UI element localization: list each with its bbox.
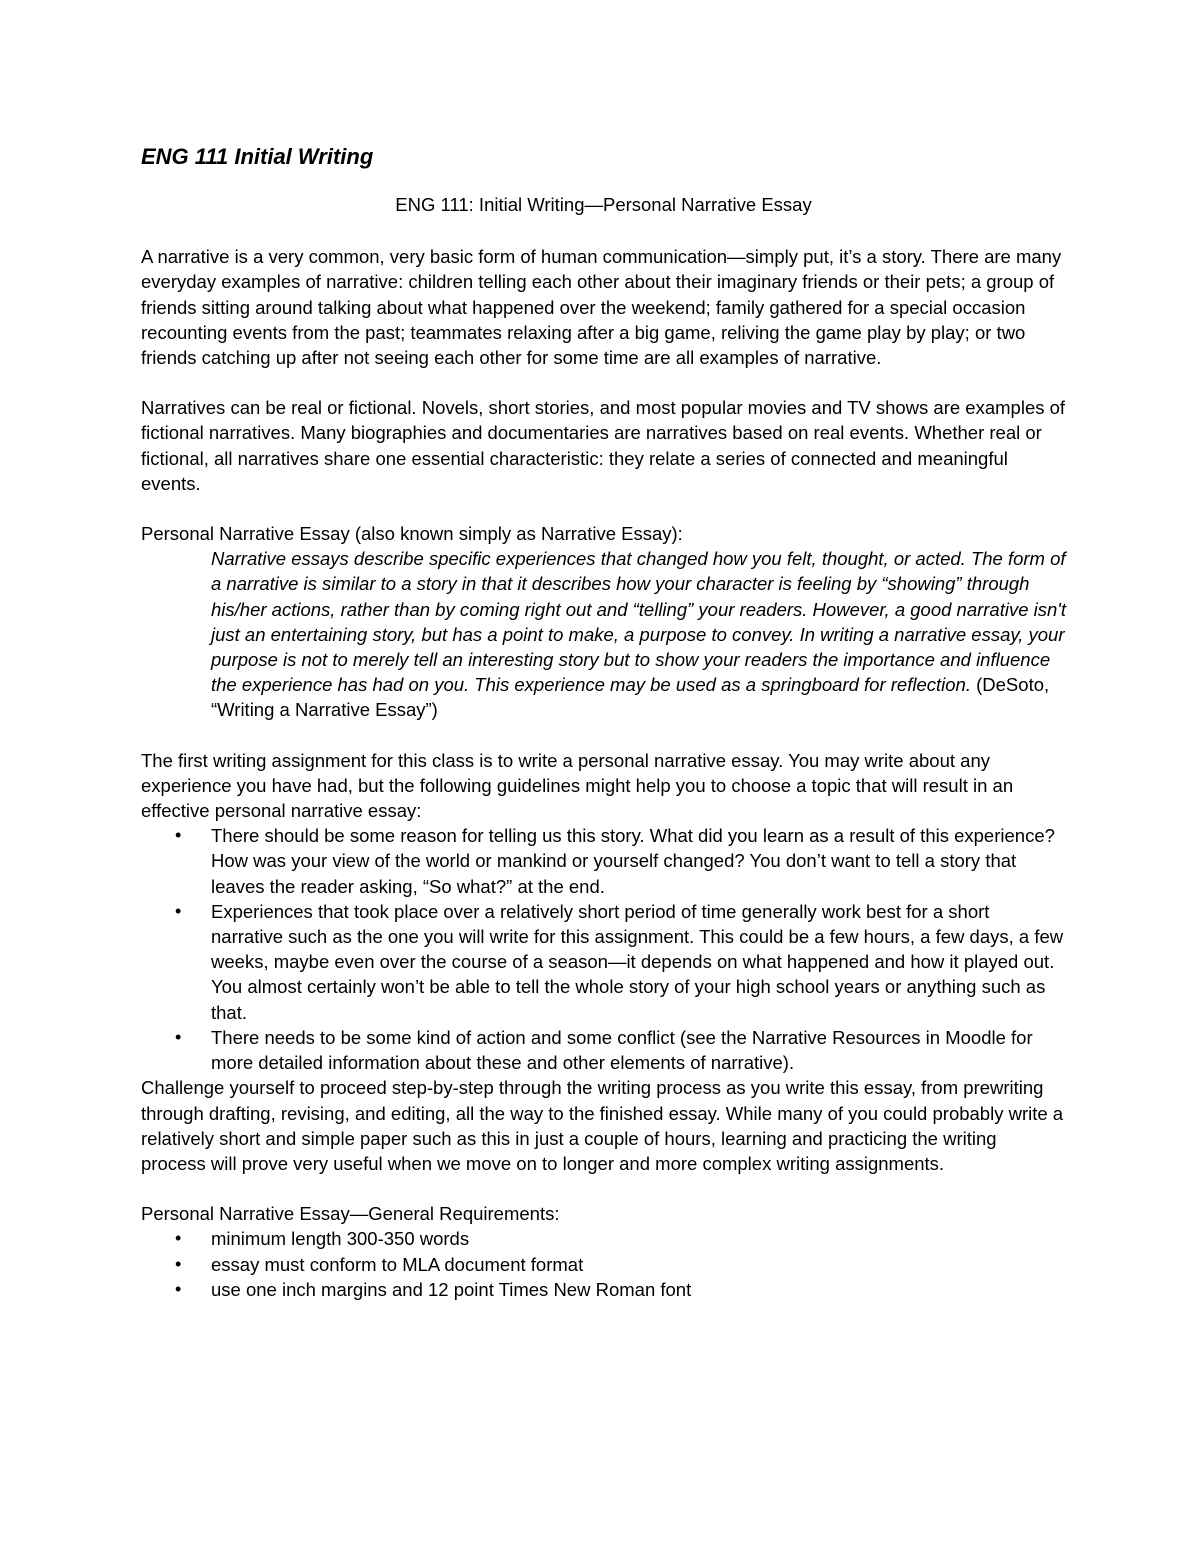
guidelines-list [141,823,1066,1075]
list-item: • There needs to be some kind of action and some conflict (see the Narrative Resources in Moodle for more detailed information about these and other elements of narrative). [211,1025,1066,1075]
list-item: • essay must conform to MLA document format [211,1252,1066,1277]
definition-quote-text: Narrative essays describe specific experiences that changed how you felt, thought, or acted. The form of a narrative is similar to a story in that it describes how your character is feeling by “showing” through his/her actions, rather than by coming right out and “telling” your readers. However, a good narrative isn't just an entertaining story, but has a point to make, a purpose to convey. In writing a narrative essay, your purpose is not to merely tell an interesting story but to show your readers the importance and influence the experience has had on you. This experience may be used as a springboard for reflection. [211,548,1066,696]
assignment-intro: The first writing assignment for this class is to write a personal narrative essay. You may write about any experience you have had, but the following guidelines might help you to choose a topic that will result in an effective personal narrative essay: [141,749,1014,822]
challenge-paragraph: Challenge yourself to proceed step-by-step through the writing process as you write this essay, from prewriting through drafting, revising, and editing, all the way to the finished essay. While many of you could probably write a relatively short and simple paper such as this in just a couple of hours, learning and practicing the writing process will prove very useful when we move on to longer and more complex writing assignments. [141,1077,1064,1174]
document-title: ENG 111: Initial Writing—Personal Narrative Essay [395,194,812,215]
list-item: • There should be some reason for telling us this story. What did you learn as a result of this experience? How was your view of the world or mankind or yourself changed? You don’t want to tell a story that leaves the reader asking, “So what?” at the end. [211,823,1066,899]
definition-citation: (DeSoto, “Writing a Narrative Essay”) [211,674,1050,721]
definition-quote [211,546,1066,722]
document-page [141,142,1066,1302]
requirements-list [141,1226,1066,1302]
intro-paragraph-1: A narrative is a very common, very basic form of human communication—simply put, it’s a story. There are many everyday examples of narrative: children telling each other about their imaginary friends or their pets; a group of friends sitting around talking about what happened over the weekend; family gathered for a special occasion recounting events from the past; teammates relaxing after a big game, reliving the game play by play; or two friends catching up after not seeing each other for some time are all examples of narrative. [141,246,1062,369]
intro-paragraph-2: Narratives can be real or fictional. Novels, short stories, and most popular movies and TV shows are examples of fictional narratives. Many biographies and documentaries are narratives based on real events. Whether real or fictional, all narratives share one essential characteristic: they relate a series of connected and meaningful events. [141,397,1066,494]
list-item: • use one inch margins and 12 point Times New Roman font [211,1277,1066,1302]
definition-heading: Personal Narrative Essay (also known simply as Narrative Essay): [141,523,683,545]
course-header: ENG 111 Initial Writing [141,144,374,169]
list-item: • minimum length 300-350 words [211,1226,1066,1251]
list-item: • Experiences that took place over a relatively short period of time generally work best for a short narrative such as the one you will write for this assignment. This could be a few hours, a few days, a few weeks, maybe even over the course of a season—it depends on what happened and how it played out. You almost certainly won’t be able to tell the whole story of your high school years or anything such as that. [211,899,1066,1025]
requirements-heading: Personal Narrative Essay—General Requirements: [141,1203,560,1225]
